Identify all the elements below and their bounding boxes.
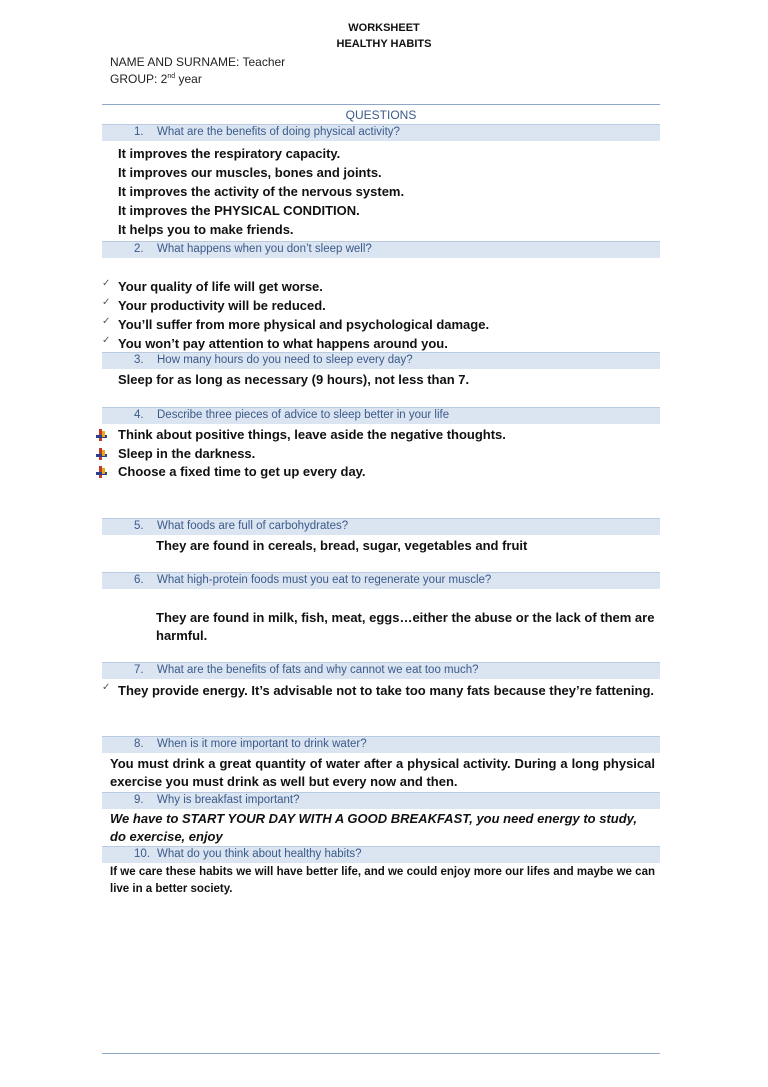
group-sup: nd [167, 73, 176, 80]
question-bar-3 [102, 352, 660, 369]
group-suffix: year [175, 72, 202, 86]
answer-line: Think about positive things, leave aside the negative thoughts. [118, 427, 506, 442]
answer-paragraph: They are found in milk, fish, meat, eggs…either the abuse or the lack of them are harmful. [156, 610, 655, 643]
answer-line: Choose a fixed time to get up every day. [118, 464, 366, 479]
question-number: 4. [134, 409, 144, 421]
question-number: 10. [134, 848, 150, 860]
answer-line: Sleep in the darkness. [118, 446, 256, 461]
answer-line: It improves the PHYSICAL CONDITION. [118, 203, 360, 218]
worksheet-subtitle: HEALTHY HABITS [336, 38, 432, 50]
group-field [110, 72, 202, 86]
answer-paragraph: They provide energy. It’s advisable not to take too many fats because they’re fattening. [118, 683, 655, 698]
arrow-bullet-icon [96, 429, 108, 441]
question-bar-7 [102, 662, 660, 679]
question-text: What do you think about healthy habits? [157, 848, 362, 860]
answer-paragraph: We have to START YOUR DAY WITH A GOOD BREAKFAST, you need energy to study, do exercise, enjoy [110, 811, 638, 844]
group-label: GROUP: 2 [110, 72, 168, 86]
question-bar-5 [102, 518, 660, 535]
answer-line: They are found in cereals, bread, sugar, vegetables and fruit [156, 538, 528, 553]
question-number: 3. [134, 354, 144, 366]
arrow-bullet-icon [96, 448, 108, 460]
answer-line: You won’t pay attention to what happens around you. [118, 336, 448, 351]
questions-heading: QUESTIONS [345, 108, 417, 122]
question-number: 6. [134, 574, 144, 586]
question-text: What are the benefits of doing physical activity? [157, 126, 400, 138]
answer-line: It improves the respiratory capacity. [118, 146, 341, 161]
question-text: What foods are full of carbohydrates? [157, 520, 349, 532]
question-text: What happens when you don’t sleep well? [157, 243, 372, 255]
answer-paragraph: You must drink a great quantity of water after a physical activity. During a long physical exercise you must drink as well but every now and then. [110, 756, 655, 789]
answer-line: It improves our muscles, bones and joints. [118, 165, 382, 180]
question-number: 8. [134, 738, 144, 750]
question-number: 7. [134, 664, 144, 676]
top-divider [102, 104, 660, 105]
answer-paragraph: If we care these habits we will have better life, and we could enjoy more our lifes and maybe we can live in a better society. [110, 866, 655, 895]
question-text: Describe three pieces of advice to sleep better in your life [157, 409, 450, 421]
question-bar-8 [102, 736, 660, 753]
question-number: 5. [134, 520, 144, 532]
worksheet-title: WORKSHEET [348, 22, 420, 34]
question-number: 9. [134, 794, 144, 806]
question-text: When is it more important to drink water? [157, 738, 367, 750]
bottom-divider [102, 1053, 660, 1054]
question-bar-9 [102, 792, 660, 809]
answer-line: Your productivity will be reduced. [118, 298, 326, 313]
question-number: 1. [134, 126, 144, 138]
name-field: NAME AND SURNAME: Teacher [110, 55, 286, 69]
answer-line: It helps you to make friends. [118, 222, 294, 237]
question-bar-2 [102, 241, 660, 258]
question-bar-10 [102, 846, 660, 863]
question-text: How many hours do you need to sleep every day? [157, 354, 413, 366]
answer-line: You’ll suffer from more physical and psychological damage. [118, 317, 490, 332]
check-bullet-icon: ✓ [102, 682, 111, 693]
answer-line: It improves the activity of the nervous system. [118, 184, 405, 199]
check-bullet-icon: ✓ [102, 316, 111, 327]
question-bar-4 [102, 407, 660, 424]
answer-line: Your quality of life will get worse. [118, 279, 323, 294]
question-text: Why is breakfast important? [157, 794, 300, 806]
answer-line: Sleep for as long as necessary (9 hours), not less than 7. [118, 372, 470, 387]
check-bullet-icon: ✓ [102, 335, 111, 346]
question-text: What high-protein foods must you eat to regenerate your muscle? [157, 574, 492, 586]
check-bullet-icon: ✓ [102, 278, 111, 289]
question-bar-1 [102, 124, 660, 141]
question-bar-6 [102, 572, 660, 589]
question-number: 2. [134, 243, 144, 255]
arrow-bullet-icon [96, 466, 108, 478]
check-bullet-icon: ✓ [102, 297, 111, 308]
question-text: What are the benefits of fats and why cannot we eat too much? [157, 664, 479, 676]
